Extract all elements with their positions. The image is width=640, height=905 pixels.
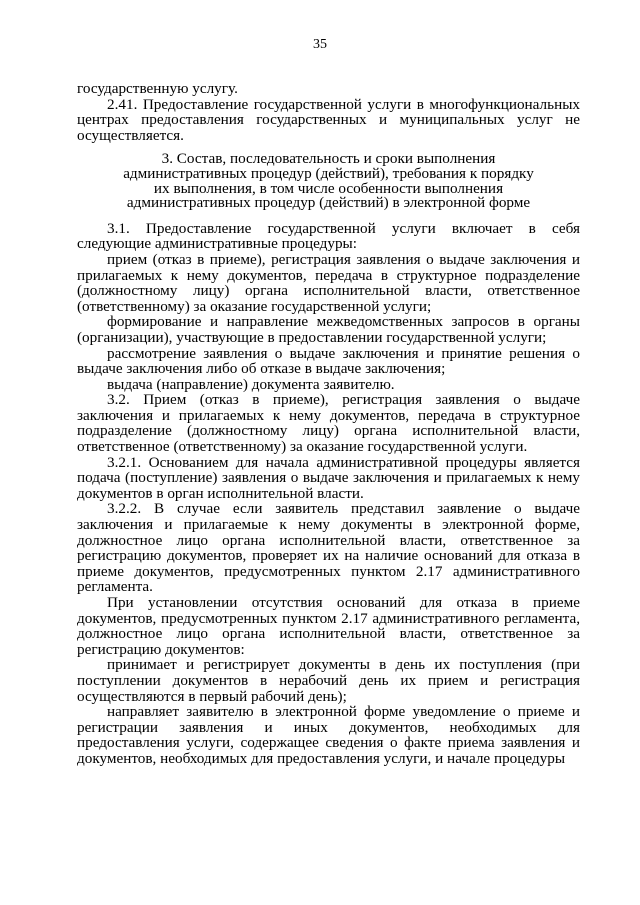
list-item-reception: прием (отказ в приеме), регистрация заявления о выдаче заключения и прилагаемых к нему документов, передача в структурное подразделение (должностному лицу) органа исполнительной власти, ответственное (ответственному) за оказание государственной услуги; xyxy=(77,250,580,315)
paragraph-2-41: 2.41. Предоставление государственной услуги в многофункциональных центрах предоставления государственных и муниципальных услуг не осуществляется. xyxy=(77,95,580,144)
list-item-register: принимает и регистрирует документы в день их поступления (при поступлении документов в нерабочий день их прием и регистрация осуществляются в первый рабочий день); xyxy=(77,656,580,705)
section-heading-line: их выполнения, в том числе особенности выполнения xyxy=(153,179,504,197)
paragraph-3-2-1: 3.2.1. Основанием для начала административной процедуры является подача (поступление) заявления о выдаче заключения и прилагаемых к нему документов в орган исполнительной власти. xyxy=(77,453,580,502)
section-heading-line: административных процедур (действий), требования к порядку xyxy=(123,164,534,182)
document-body xyxy=(77,81,580,767)
paragraph-3-1: 3.1. Предоставление государственной услуги включает в себя следующие административные процедуры: xyxy=(77,219,580,253)
list-item-review: рассмотрение заявления о выдаче заключения и принятие решения о выдаче заключения либо об отказе в выдаче заключения; xyxy=(77,344,580,378)
section-heading xyxy=(77,152,580,210)
paragraph-continuation: государственную услугу. xyxy=(77,80,238,97)
list-item-notify: направляет заявителю в электронной форме уведомление о приеме и регистрации заявления и иных документов, необходимых для предоставления услуги, содержащее сведения о факте приема заявления и документов, необходимых для предоставления услуги, и начале процедуры xyxy=(77,703,580,767)
list-item-issuance: выдача (направление) документа заявителю. xyxy=(107,375,395,393)
page-number: 35 xyxy=(313,37,327,52)
section-heading-line: 3. Состав, последовательность и сроки выполнения xyxy=(161,150,496,168)
section-heading-line: административных процедур (действий) в электронной форме xyxy=(126,194,531,212)
list-item-requests: формирование и направление межведомственных запросов в органы (организации), участвующие в предоставлении государственной услуги; xyxy=(77,313,580,346)
paragraph-3-2-2: 3.2.2. В случае если заявитель представил заявление о выдаче заключения и прилагаемые к нему документы в электронной форме, должностное лицо органа исполнительной власти, ответственное за регистрацию документов, проверяет их на наличие оснований для отказа в приеме документов, предусмотренных пунктом 2.17 административного регламента. xyxy=(77,500,580,596)
paragraph-3-2: 3.2. Прием (отказ в приеме), регистрация заявления о выдаче заключения и прилагаемых к нему документов, передача в структурное подразделение (должностному лицу) органа исполнительной власти, ответственное (ответственному) за оказание государственной услуги. xyxy=(77,391,580,456)
paragraph-no-grounds: При установлении отсутствия оснований для отказа в приеме документов, предусмотренных пунктом 2.17 административного регламента, должностное лицо органа исполнительной власти, ответственное за регистрацию документов: xyxy=(77,594,580,658)
